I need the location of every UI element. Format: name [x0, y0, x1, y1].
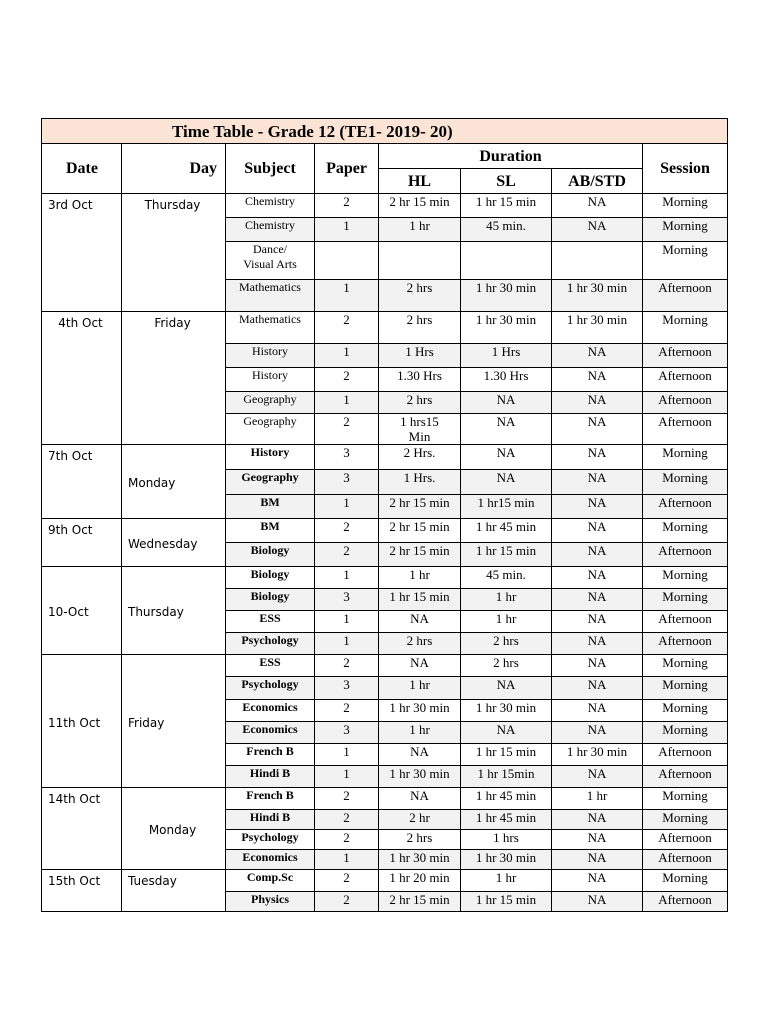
ab-std-duration-cell: NA	[552, 633, 643, 655]
date-cell: 9th Oct	[42, 519, 122, 567]
hl-duration-cell: 1 hrs15 Min	[379, 414, 461, 445]
hl-duration-cell: 2 hr 15 min	[379, 519, 461, 543]
session-cell: Afternoon	[643, 850, 728, 870]
paper-cell: 2	[315, 810, 379, 830]
table-row	[42, 567, 728, 589]
subject-cell: Biology	[226, 543, 315, 567]
hl-duration-cell: 1 hr 30 min	[379, 700, 461, 722]
hl-duration-cell: 1 Hrs	[379, 344, 461, 368]
session-cell: Morning	[643, 700, 728, 722]
session-cell: Afternoon	[643, 280, 728, 312]
sl-duration-cell: NA	[461, 445, 552, 470]
header-subject: Subject	[226, 144, 315, 194]
ab-std-duration-cell: NA	[552, 850, 643, 870]
paper-cell: 1	[315, 744, 379, 766]
ab-std-duration-cell: NA	[552, 722, 643, 744]
session-cell: Morning	[643, 810, 728, 830]
day-cell: Friday	[122, 312, 226, 445]
hl-duration-cell: 1 hr 20 min	[379, 870, 461, 892]
sl-duration-cell: 2 hrs	[461, 655, 552, 677]
ab-std-duration-cell: 1 hr	[552, 788, 643, 810]
day-cell: Monday	[122, 788, 226, 870]
subject-cell: Dance/ Visual Arts	[226, 242, 315, 280]
sl-duration-cell: 45 min.	[461, 567, 552, 589]
paper-cell	[315, 242, 379, 280]
ab-std-duration-cell: NA	[552, 810, 643, 830]
hl-duration-cell: 1.30 Hrs	[379, 368, 461, 392]
day-cell: Tuesday	[122, 870, 226, 912]
session-cell: Morning	[643, 655, 728, 677]
day-cell: Monday	[122, 445, 226, 519]
subject-cell: Economics	[226, 722, 315, 744]
subject-cell: Mathematics	[226, 280, 315, 312]
ab-std-duration-cell: NA	[552, 677, 643, 700]
subject-cell: ESS	[226, 611, 315, 633]
subject-cell: Economics	[226, 850, 315, 870]
sl-duration-cell: 1 hr 15 min	[461, 194, 552, 218]
hl-duration-cell: 2 hr	[379, 810, 461, 830]
table-row	[42, 445, 728, 470]
timetable-body	[42, 194, 728, 912]
hl-duration-cell: 2 hr 15 min	[379, 495, 461, 519]
hl-duration-cell: 2 hrs	[379, 312, 461, 344]
hl-duration-cell: 1 hr 30 min	[379, 766, 461, 788]
day-cell: Friday	[122, 655, 226, 788]
ab-std-duration-cell: NA	[552, 519, 643, 543]
paper-cell: 2	[315, 194, 379, 218]
hl-duration-cell: NA	[379, 655, 461, 677]
ab-std-duration-cell: NA	[552, 766, 643, 788]
session-cell: Morning	[643, 589, 728, 611]
header-ab-std: AB/STD	[552, 169, 643, 194]
paper-cell: 2	[315, 543, 379, 567]
sl-duration-cell: 1 hr	[461, 589, 552, 611]
session-cell: Morning	[643, 470, 728, 495]
ab-std-duration-cell: NA	[552, 611, 643, 633]
hl-duration-cell: 2 hrs	[379, 392, 461, 414]
sl-duration-cell: 1 hr	[461, 870, 552, 892]
hl-duration-cell: 2 hr 15 min	[379, 194, 461, 218]
sl-duration-cell: 1 hr 15 min	[461, 892, 552, 912]
paper-cell: 1	[315, 611, 379, 633]
sl-duration-cell: 1 hr 15 min	[461, 744, 552, 766]
table-row	[42, 194, 728, 218]
hl-duration-cell: 2 hrs	[379, 280, 461, 312]
hl-duration-cell: NA	[379, 788, 461, 810]
session-cell: Afternoon	[643, 368, 728, 392]
subject-cell: Comp.Sc	[226, 870, 315, 892]
paper-cell: 2	[315, 700, 379, 722]
paper-cell: 3	[315, 445, 379, 470]
session-cell: Afternoon	[643, 633, 728, 655]
paper-cell: 3	[315, 722, 379, 744]
ab-std-duration-cell: NA	[552, 368, 643, 392]
sl-duration-cell: NA	[461, 722, 552, 744]
hl-duration-cell: 1 hr	[379, 677, 461, 700]
ab-std-duration-cell: NA	[552, 892, 643, 912]
hl-duration-cell: 1 hr	[379, 722, 461, 744]
sl-duration-cell: 1 hr 30 min	[461, 850, 552, 870]
ab-std-duration-cell: NA	[552, 218, 643, 242]
session-cell: Afternoon	[643, 414, 728, 445]
paper-cell: 2	[315, 892, 379, 912]
subject-cell: Hindi B	[226, 810, 315, 830]
table-row	[42, 655, 728, 677]
paper-cell: 2	[315, 312, 379, 344]
sl-duration-cell: 1 hr 45 min	[461, 810, 552, 830]
subject-cell: Geography	[226, 470, 315, 495]
paper-cell: 1	[315, 633, 379, 655]
paper-cell: 1	[315, 766, 379, 788]
ab-std-duration-cell: NA	[552, 470, 643, 495]
paper-cell: 2	[315, 830, 379, 850]
session-cell: Morning	[643, 242, 728, 280]
session-cell: Morning	[643, 312, 728, 344]
ab-std-duration-cell: NA	[552, 870, 643, 892]
session-cell: Afternoon	[643, 744, 728, 766]
subject-cell: History	[226, 344, 315, 368]
session-cell: Afternoon	[643, 830, 728, 850]
sl-duration-cell: 45 min.	[461, 218, 552, 242]
subject-cell: Chemistry	[226, 218, 315, 242]
table-row	[42, 788, 728, 810]
ab-std-duration-cell: NA	[552, 589, 643, 611]
subject-cell: Psychology	[226, 633, 315, 655]
table-row	[42, 312, 728, 344]
sl-duration-cell: 1 hr 30 min	[461, 312, 552, 344]
paper-cell: 1	[315, 392, 379, 414]
session-cell: Afternoon	[643, 543, 728, 567]
ab-std-duration-cell: 1 hr 30 min	[552, 744, 643, 766]
session-cell: Morning	[643, 677, 728, 700]
table-row	[42, 519, 728, 543]
hl-duration-cell: 1 hr	[379, 218, 461, 242]
ab-std-duration-cell: NA	[552, 445, 643, 470]
session-cell: Afternoon	[643, 344, 728, 368]
date-cell: 11th Oct	[42, 655, 122, 788]
ab-std-duration-cell: NA	[552, 700, 643, 722]
sl-duration-cell: 1 hrs	[461, 830, 552, 850]
paper-cell: 2	[315, 519, 379, 543]
hl-duration-cell: 2 hrs	[379, 633, 461, 655]
ab-std-duration-cell: NA	[552, 344, 643, 368]
subject-cell: Physics	[226, 892, 315, 912]
session-cell: Morning	[643, 218, 728, 242]
subject-cell: Mathematics	[226, 312, 315, 344]
sl-duration-cell: NA	[461, 414, 552, 445]
table-title: Time Table - Grade 12 (TE1- 2019- 20)	[42, 119, 728, 144]
session-cell: Morning	[643, 722, 728, 744]
sl-duration-cell: 1 Hrs	[461, 344, 552, 368]
ab-std-duration-cell: NA	[552, 495, 643, 519]
paper-cell: 2	[315, 368, 379, 392]
date-cell: 10-Oct	[42, 567, 122, 655]
session-cell: Morning	[643, 567, 728, 589]
ab-std-duration-cell: NA	[552, 655, 643, 677]
subject-cell: Biology	[226, 589, 315, 611]
ab-std-duration-cell: NA	[552, 543, 643, 567]
subject-cell: Chemistry	[226, 194, 315, 218]
sl-duration-cell: 1 hr 45 min	[461, 519, 552, 543]
subject-cell: ESS	[226, 655, 315, 677]
paper-cell: 1	[315, 567, 379, 589]
header-sl: SL	[461, 169, 552, 194]
subject-cell: Economics	[226, 700, 315, 722]
subject-cell: History	[226, 368, 315, 392]
session-cell: Morning	[643, 445, 728, 470]
hl-duration-cell: 2 hr 15 min	[379, 543, 461, 567]
ab-std-duration-cell	[552, 242, 643, 280]
date-cell: 14th Oct	[42, 788, 122, 870]
subject-cell: French B	[226, 788, 315, 810]
sl-duration-cell: 1 hr15 min	[461, 495, 552, 519]
header-hl: HL	[379, 169, 461, 194]
sl-duration-cell: 2 hrs	[461, 633, 552, 655]
sl-duration-cell: 1 hr 15min	[461, 766, 552, 788]
subject-cell: History	[226, 445, 315, 470]
paper-cell: 1	[315, 850, 379, 870]
hl-duration-cell: 1 hr 30 min	[379, 850, 461, 870]
date-cell: 7th Oct	[42, 445, 122, 519]
header-duration: Duration	[379, 144, 643, 169]
session-cell: Morning	[643, 519, 728, 543]
header-session: Session	[643, 144, 728, 194]
day-cell: Wednesday	[122, 519, 226, 567]
paper-cell: 2	[315, 414, 379, 445]
ab-std-duration-cell: NA	[552, 392, 643, 414]
subject-cell: BM	[226, 495, 315, 519]
sl-duration-cell: 1 hr 30 min	[461, 700, 552, 722]
date-cell: 3rd Oct	[42, 194, 122, 312]
hl-duration-cell: 2 hrs	[379, 830, 461, 850]
hl-duration-cell: 1 hr 15 min	[379, 589, 461, 611]
subject-cell: Geography	[226, 392, 315, 414]
subject-cell: Biology	[226, 567, 315, 589]
session-cell: Afternoon	[643, 766, 728, 788]
paper-cell: 1	[315, 218, 379, 242]
sl-duration-cell: 1.30 Hrs	[461, 368, 552, 392]
hl-duration-cell: 1 hr	[379, 567, 461, 589]
subject-cell: French B	[226, 744, 315, 766]
sl-duration-cell: 1 hr 30 min	[461, 280, 552, 312]
session-cell: Morning	[643, 788, 728, 810]
subject-cell: Psychology	[226, 677, 315, 700]
day-cell: Thursday	[122, 567, 226, 655]
hl-duration-cell: 2 hr 15 min	[379, 892, 461, 912]
date-cell: 4th Oct	[42, 312, 122, 445]
paper-cell: 1	[315, 495, 379, 519]
sl-duration-cell: NA	[461, 392, 552, 414]
hl-duration-cell: 2 Hrs.	[379, 445, 461, 470]
session-cell: Morning	[643, 870, 728, 892]
hl-duration-cell	[379, 242, 461, 280]
session-cell: Afternoon	[643, 392, 728, 414]
paper-cell: 2	[315, 788, 379, 810]
paper-cell: 3	[315, 677, 379, 700]
paper-cell: 2	[315, 655, 379, 677]
paper-cell: 2	[315, 870, 379, 892]
header-date: Date	[42, 144, 122, 194]
table-row	[42, 870, 728, 892]
session-cell: Afternoon	[643, 611, 728, 633]
paper-cell: 1	[315, 344, 379, 368]
date-cell: 15th Oct	[42, 870, 122, 912]
ab-std-duration-cell: 1 hr 30 min	[552, 280, 643, 312]
sl-duration-cell	[461, 242, 552, 280]
timetable	[41, 118, 728, 912]
subject-cell: Geography	[226, 414, 315, 445]
session-cell: Morning	[643, 194, 728, 218]
header-day: Day	[122, 144, 226, 194]
hl-duration-cell: 1 Hrs.	[379, 470, 461, 495]
header-paper: Paper	[315, 144, 379, 194]
day-cell: Thursday	[122, 194, 226, 312]
hl-duration-cell: NA	[379, 611, 461, 633]
hl-duration-cell: NA	[379, 744, 461, 766]
ab-std-duration-cell: 1 hr 30 min	[552, 312, 643, 344]
subject-cell: Hindi B	[226, 766, 315, 788]
sl-duration-cell: 1 hr 45 min	[461, 788, 552, 810]
subject-cell: Psychology	[226, 830, 315, 850]
paper-cell: 1	[315, 280, 379, 312]
ab-std-duration-cell: NA	[552, 194, 643, 218]
sl-duration-cell: NA	[461, 470, 552, 495]
session-cell: Afternoon	[643, 892, 728, 912]
ab-std-duration-cell: NA	[552, 414, 643, 445]
sl-duration-cell: NA	[461, 677, 552, 700]
sl-duration-cell: 1 hr	[461, 611, 552, 633]
ab-std-duration-cell: NA	[552, 567, 643, 589]
subject-cell: BM	[226, 519, 315, 543]
ab-std-duration-cell: NA	[552, 830, 643, 850]
sl-duration-cell: 1 hr 15 min	[461, 543, 552, 567]
paper-cell: 3	[315, 470, 379, 495]
paper-cell: 3	[315, 589, 379, 611]
session-cell: Afternoon	[643, 495, 728, 519]
